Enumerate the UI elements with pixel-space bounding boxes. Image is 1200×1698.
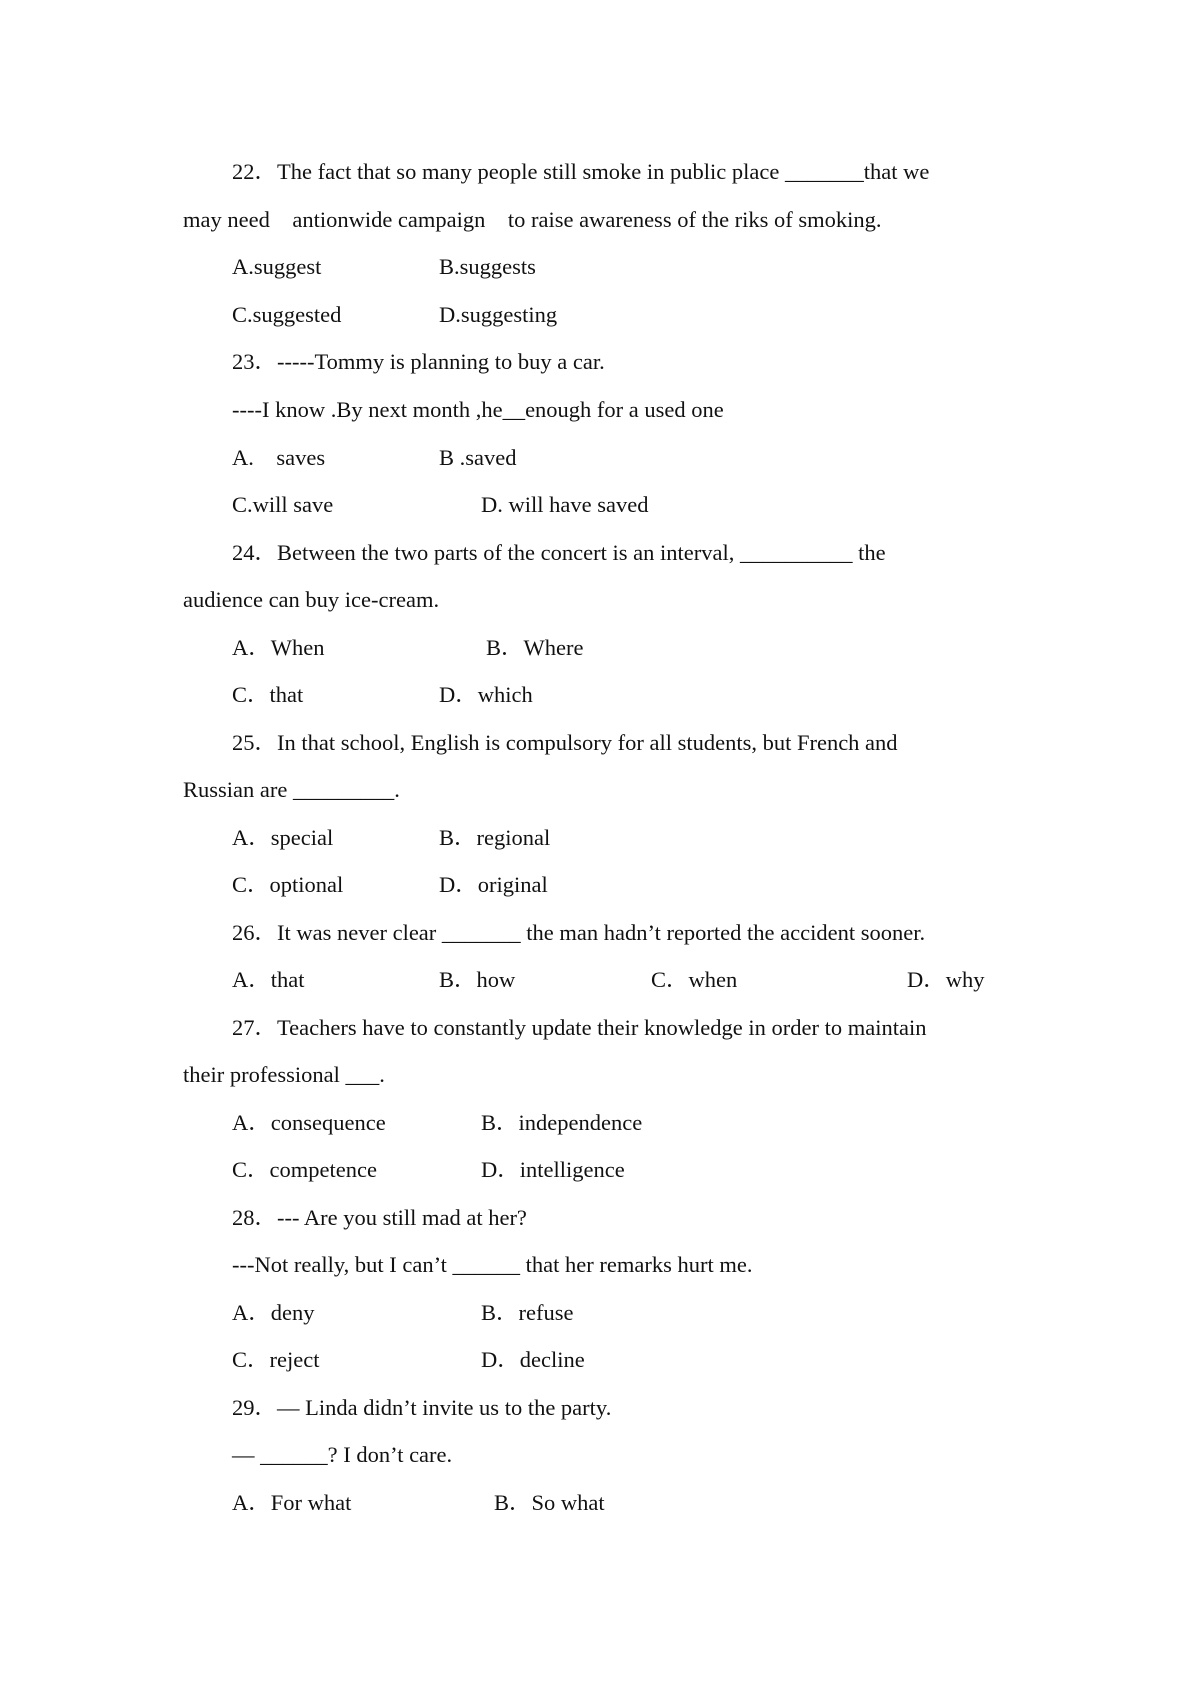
question-25-stem-line1: 25．In that school, English is compulsory for all students, but French and (232, 730, 898, 755)
question-29-option-a: A．For what (232, 1490, 352, 1515)
question-29-stem-line1: 29．— Linda didn’t invite us to the party. (232, 1395, 612, 1420)
question-26-option-c: C．when (651, 967, 738, 992)
question-28-stem-line2: ---Not really, but I can’t ______ that her remarks hurt me. (232, 1252, 753, 1277)
question-24-option-b: B．Where (486, 635, 584, 660)
question-22-option-a: A.suggest (232, 254, 322, 279)
question-25-option-c: C．optional (232, 872, 344, 897)
question-26-option-d: D．why (907, 967, 985, 992)
question-25-option-d: D．original (439, 872, 548, 897)
question-23-option-b: B .saved (439, 445, 517, 470)
question-22-stem-line2: may need antionwide campaign to raise awareness of the riks of smoking. (183, 207, 882, 232)
question-26-option-b: B．how (439, 967, 516, 992)
question-28-option-a: A．deny (232, 1300, 315, 1325)
question-27-option-a: A．consequence (232, 1110, 386, 1135)
question-24-option-d: D．which (439, 682, 533, 707)
question-27-stem-line1: 27．Teachers have to constantly update their knowledge in order to maintain (232, 1015, 927, 1040)
question-28-option-c: C．reject (232, 1347, 320, 1372)
question-23-option-d: D. will have saved (481, 492, 649, 517)
question-29-stem-line2: — ______? I don’t care. (232, 1442, 453, 1467)
question-25-option-a: A．special (232, 825, 334, 850)
question-27-stem-line2: their professional ___. (183, 1062, 385, 1087)
question-27-option-b: B．independence (481, 1110, 643, 1135)
question-26-stem-line1: 26．It was never clear _______ the man hadn’t reported the accident sooner. (232, 920, 926, 945)
question-23-stem-line2: ----I know .By next month ,he__enough for a used one (232, 397, 724, 422)
question-24-stem-line2: audience can buy ice-cream. (183, 587, 440, 612)
question-23-option-a: A. saves (232, 445, 326, 470)
question-28-stem-line1: 28．--- Are you still mad at her? (232, 1205, 527, 1230)
question-23-option-c: C.will save (232, 492, 334, 517)
question-22-option-b: B.suggests (439, 254, 536, 279)
question-28-option-d: D．decline (481, 1347, 585, 1372)
question-24-option-c: C．that (232, 682, 304, 707)
question-29-option-b: B．So what (494, 1490, 605, 1515)
question-22-stem-line1: 22．The fact that so many people still smoke in public place _______that we (232, 159, 930, 184)
question-26-option-a: A．that (232, 967, 305, 992)
question-27-option-c: C．competence (232, 1157, 377, 1182)
question-27-option-d: D．intelligence (481, 1157, 625, 1182)
question-23-stem-line1: 23．-----Tommy is planning to buy a car. (232, 349, 605, 374)
question-22-option-d: D.suggesting (439, 302, 558, 327)
question-22-option-c: C.suggested (232, 302, 342, 327)
question-24-stem-line1: 24．Between the two parts of the concert is an interval, __________ the (232, 540, 886, 565)
question-24-option-a: A．When (232, 635, 325, 660)
question-25-option-b: B．regional (439, 825, 551, 850)
question-28-option-b: B．refuse (481, 1300, 574, 1325)
question-25-stem-line2: Russian are _________. (183, 777, 400, 802)
